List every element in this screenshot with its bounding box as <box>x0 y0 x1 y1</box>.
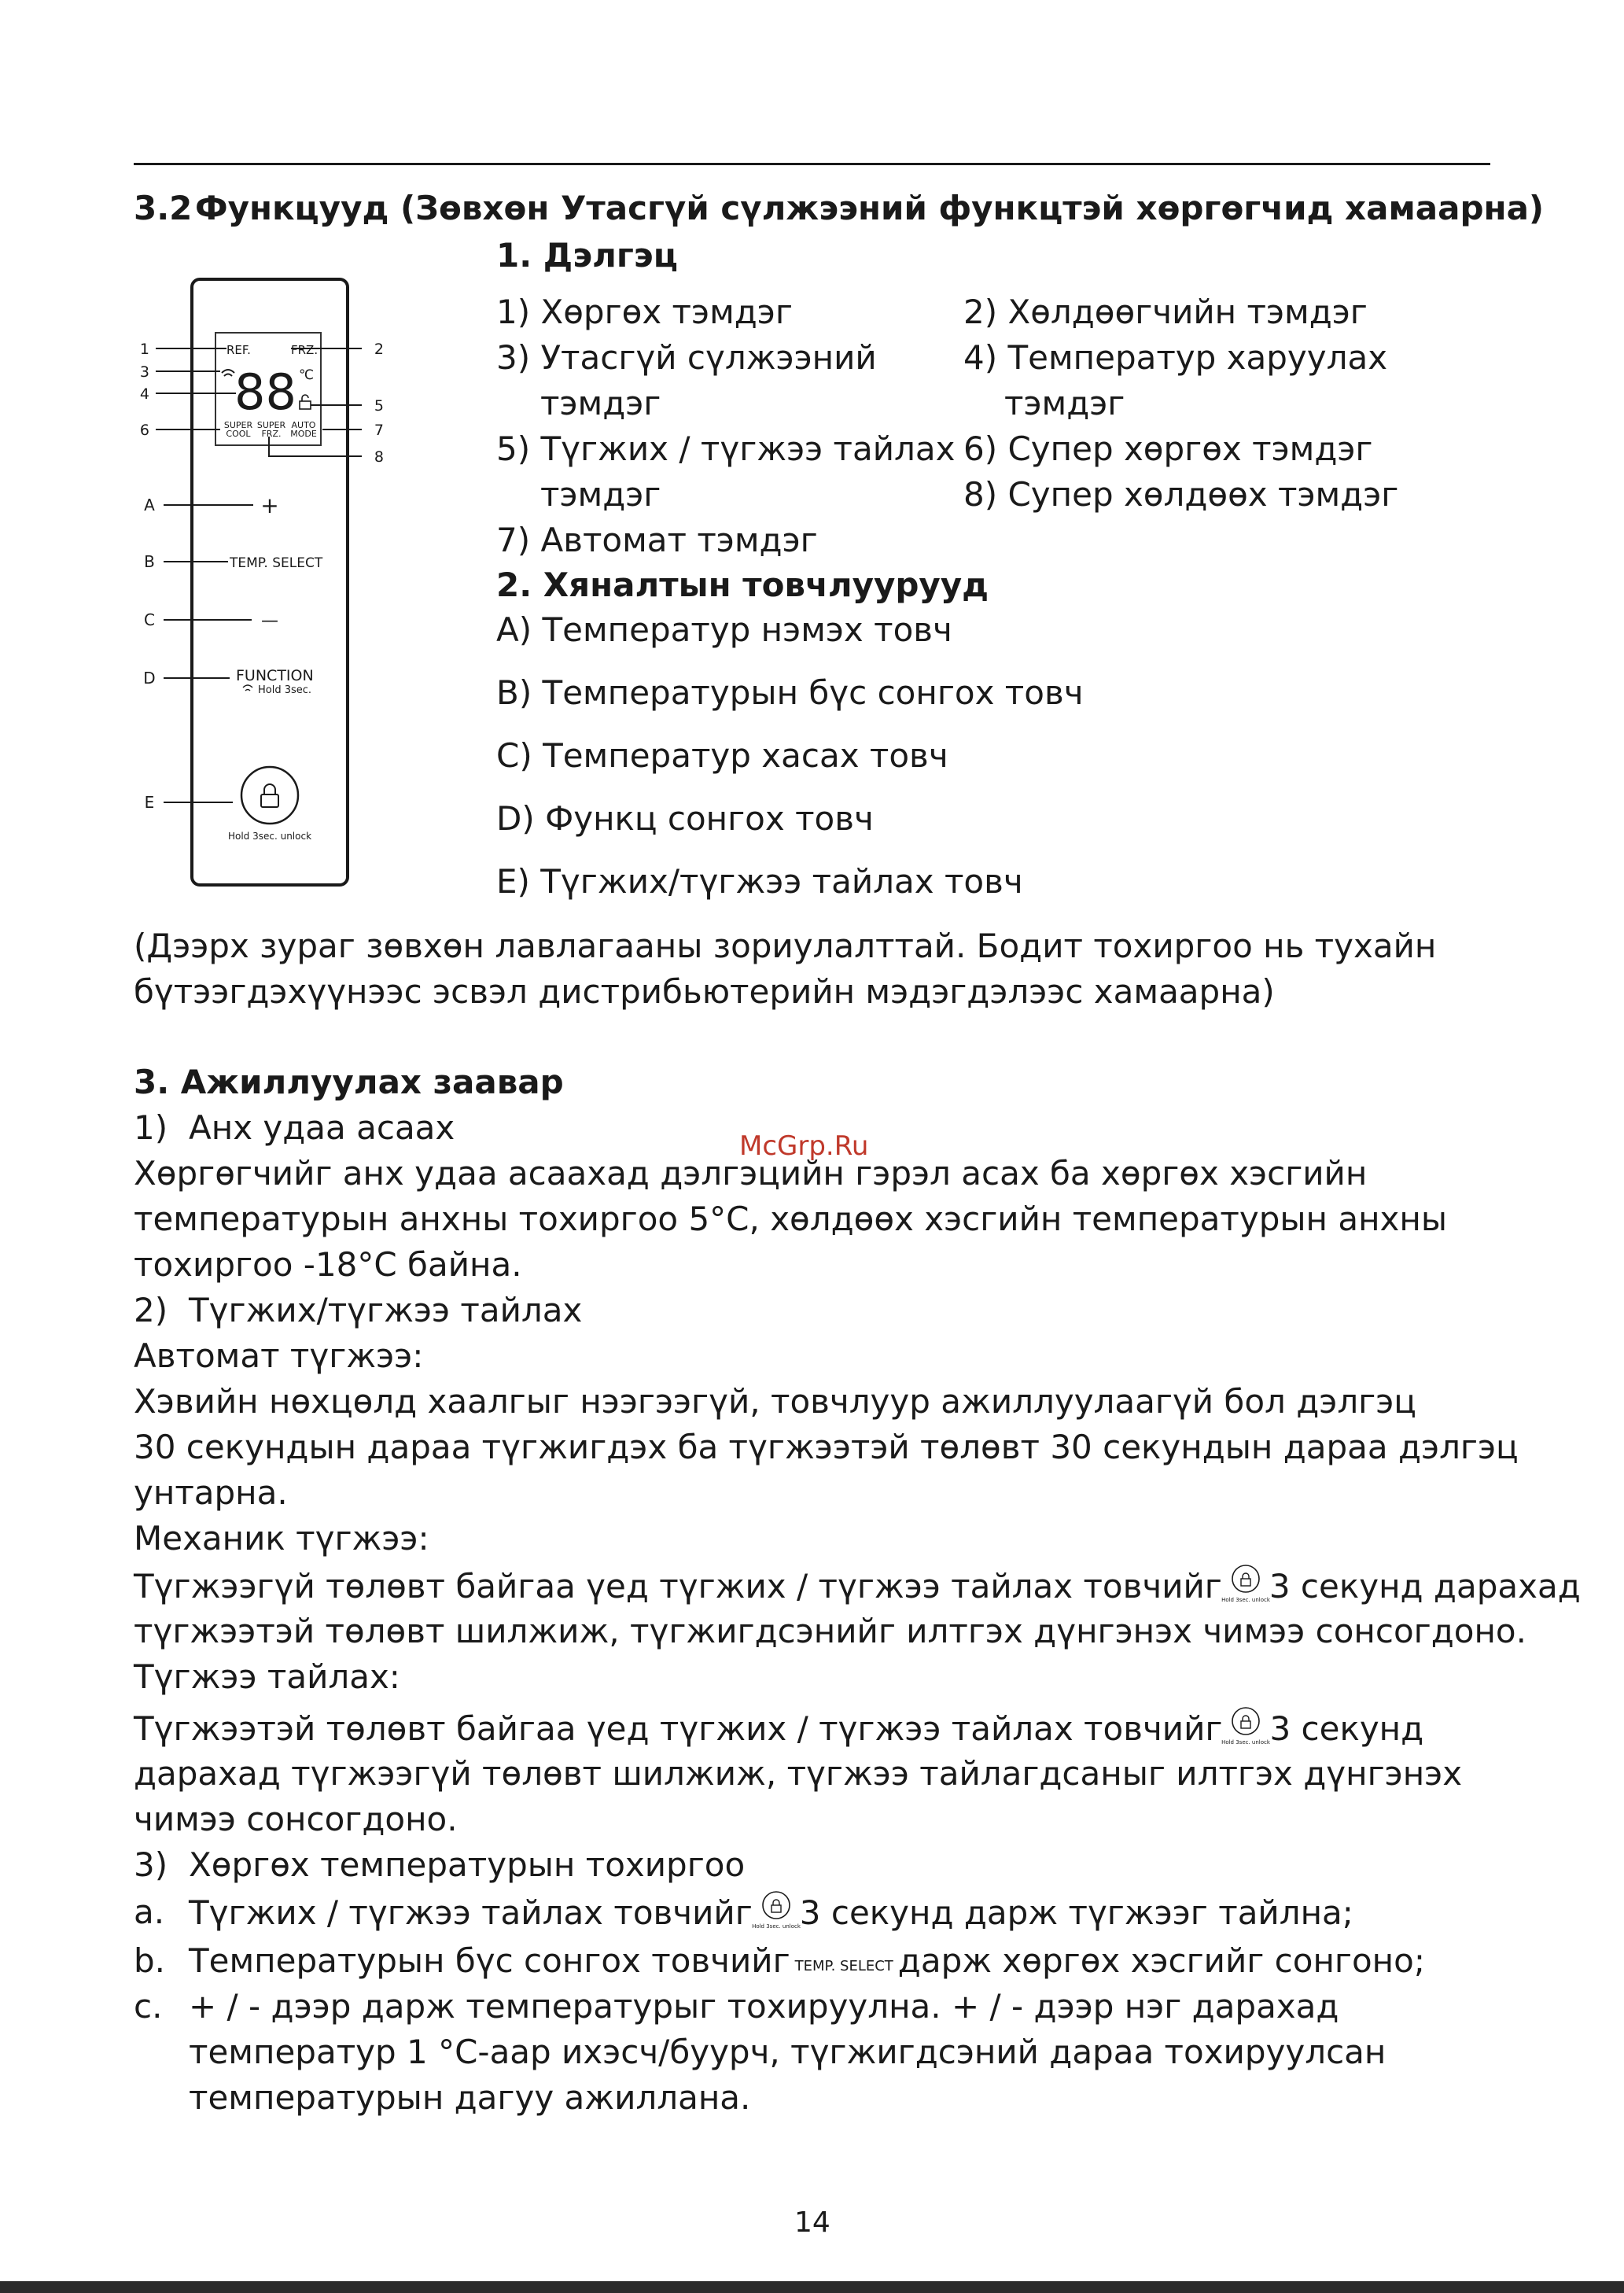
step2-index: 2) <box>134 1291 168 1329</box>
label-C: C <box>144 610 155 629</box>
label-E: E <box>144 793 155 812</box>
step1-text-line-3: тохиргоо -18°C байна. <box>134 1245 522 1284</box>
auto-lock-line-1: Хэвийн нөхцөлд хаалгыг нээгээгүй, товчлуур ажиллуулаагүй бол дэлгэц <box>134 1382 1416 1421</box>
wifi-icon <box>222 370 234 376</box>
super-frz-line1: SUPER <box>256 420 286 430</box>
lock-button-icon <box>1221 1563 1270 1604</box>
step-c-line-1: + / - дээр дарж температурыг тохируулна. + / - дээр нэг дарахад <box>189 1987 1339 2026</box>
super-cool-line2: COOL <box>226 429 251 439</box>
step-c-line-3: температурын дагуу ажиллана. <box>189 2078 751 2117</box>
label-2: 2 <box>374 341 384 358</box>
lock-symbol-icon <box>300 395 311 409</box>
frz-symbol: FRZ. <box>291 343 319 357</box>
label-B: B <box>144 552 155 571</box>
hold-3sec-text: Hold 3sec. <box>258 684 312 696</box>
lock-button-icon <box>751 1889 801 1930</box>
auto-lock-title: Автомат түгжээ: <box>134 1336 424 1375</box>
label-7: 7 <box>374 422 384 439</box>
page-number: 14 <box>794 2206 830 2239</box>
ref-symbol: REF. <box>226 343 251 357</box>
label-1: 1 <box>139 341 149 358</box>
manual-lock-line-1 <box>134 1563 1581 1609</box>
step-c-text <box>189 1984 1386 2121</box>
display-item-4-cont: тэмдэг <box>1004 384 1125 422</box>
watermark: McGrp.Ru <box>739 1130 869 1162</box>
unlock-text-a: Түгжээтэй төлөвт байгаа үед түгжих / түгжээ тайлах товчийг <box>134 1709 1223 1748</box>
unlock-text-b: 3 секунд <box>1269 1709 1424 1748</box>
display-items-left <box>496 289 956 563</box>
step-a-text-2: 3 секунд дарж түгжээг тайлна; <box>799 1893 1353 1932</box>
label-8: 8 <box>374 448 384 466</box>
control-item-C: C) Температур хасах товч <box>496 736 948 775</box>
section-title <box>134 189 1544 227</box>
label-3: 3 <box>139 363 149 381</box>
super-cool-line1: SUPER <box>223 420 253 430</box>
control-panel-diagram <box>134 275 448 897</box>
display-item-8: 8) Супер хөлдөөх тэмдэг <box>963 475 1399 514</box>
unlock-line-3: чимээ сонсогдоно. <box>134 1800 458 1838</box>
step-a-text-1: Түгжих / түгжээ тайлах товчийг <box>189 1893 753 1932</box>
display-item-7: 7) Автомат тэмдэг <box>496 521 818 559</box>
step-b-text-2: дарж хөргөх хэсгийг сонгоно; <box>897 1941 1425 1980</box>
unlock-caption: Hold 3sec. unlock <box>227 831 312 842</box>
unlock-title: Түгжээ тайлах: <box>134 1657 400 1696</box>
step-b-index: b. <box>134 1941 166 1980</box>
minus-button[interactable]: — <box>261 611 278 631</box>
control-item-A: A) Температур нэмэх товч <box>496 610 952 649</box>
top-rule <box>134 163 1490 165</box>
control-item-D: D) Функц сонгох товч <box>496 799 874 838</box>
svg-text:Hold 3sec. unlock: Hold 3sec. unlock <box>1221 1597 1270 1603</box>
section-number: 3.2 <box>134 189 193 227</box>
auto-lock-line-2: 30 секундын дараа түгжигдэх ба түгжээтэй төлөвт 30 секундын дараа дэлгэц <box>134 1428 1519 1466</box>
display-item-5: 5) Түгжих / түгжээ тайлах <box>496 429 956 468</box>
step3-index: 3) <box>134 1845 168 1884</box>
step1-title: Анх удаа асаах <box>189 1108 455 1147</box>
label-5: 5 <box>374 397 384 415</box>
step3-title: Хөргөх температурын тохиргоо <box>189 1845 746 1884</box>
step1-text-line-1: Хөргөгчийг анх удаа асаахад дэлгэцийн гэрэл асах ба хөргөх хэсгийн <box>134 1154 1368 1193</box>
step1-text-line-2: температурын анхны тохиргоо 5°C, хөлдөөх хэсгийн температурын анхны <box>134 1200 1448 1238</box>
super-frz-line2: FRZ. <box>261 429 282 439</box>
step2-row <box>134 1288 168 1333</box>
note-line-2: бүтээгдэхүүнээс эсвэл дистрибьютерийн мэдэгдэлээс хамаарна) <box>134 972 1275 1011</box>
label-D: D <box>143 669 156 688</box>
label-4: 4 <box>139 385 149 403</box>
step-c-index: c. <box>134 1987 163 2026</box>
display-items-right <box>963 289 1398 518</box>
display-heading: 1. Дэлгэц <box>496 236 678 275</box>
label-A: A <box>144 496 155 514</box>
operation-heading: 3. Ажиллуулах заавар <box>134 1063 564 1101</box>
temp-select-label: TEMP. SELECT <box>794 1958 893 1974</box>
auto-mode-line1: AUTO <box>291 420 316 430</box>
manual-lock-line-2: түгжээтэй төлөвт шилжиж, түгжигдсэнийг илтгэх дүнгэнэх чимээ сонсогдоно. <box>134 1612 1526 1650</box>
control-item-E: E) Түгжих/түгжээ тайлах товч <box>496 862 1023 901</box>
plus-button[interactable]: + <box>260 492 279 518</box>
auto-mode-line2: MODE <box>290 429 317 439</box>
unlock-line-2: дарахад түгжээгүй төлөвт шилжиж, түгжээ тайлагдсаныг илтгэх дүнгэнэх <box>134 1754 1463 1793</box>
unlock-line-1 <box>134 1705 1423 1752</box>
function-button[interactable]: FUNCTION <box>236 667 314 684</box>
section-title-text: Функцууд (Зөвхөн Утасгүй сүлжээний функцтэй хөргөгчид хамаарна) <box>195 189 1545 227</box>
wifi-small-icon <box>243 685 252 691</box>
step2-title: Түгжих/түгжээ тайлах <box>189 1291 583 1329</box>
step1-row <box>134 1105 168 1151</box>
lock-button[interactable] <box>241 767 298 824</box>
temp-select-button[interactable]: TEMP. SELECT <box>230 555 323 571</box>
auto-lock-text <box>134 1379 1519 1516</box>
step1-text <box>134 1151 1447 1288</box>
step1-index: 1) <box>134 1108 168 1147</box>
bottom-bar <box>0 2281 1624 2293</box>
display-item-6: 6) Супер хөргөх тэмдэг <box>963 429 1373 468</box>
display-item-3: 3) Утасгүй сүлжээний <box>496 338 877 377</box>
display-item-1: 1) Хөргөх тэмдэг <box>496 293 793 331</box>
step-a-index: a. <box>134 1893 165 1931</box>
reference-note <box>134 923 1436 1015</box>
display-item-2: 2) Хөлдөөгчийн тэмдэг <box>963 293 1368 331</box>
svg-text:Hold 3sec. unlock: Hold 3sec. unlock <box>751 1923 801 1930</box>
step-b-line <box>189 1938 1425 1989</box>
controls-heading: 2. Хяналтын товчлуурууд <box>496 566 989 604</box>
manual-lock-title: Механик түгжээ: <box>134 1519 429 1558</box>
label-6: 6 <box>139 422 149 439</box>
auto-lock-line-3: унтарна. <box>134 1473 288 1512</box>
display-item-5-cont: тэмдэг <box>540 475 661 514</box>
manual-lock-text-a: Түгжээгүй төлөвт байгаа үед түгжих / түгжээ тайлах товчийг <box>134 1567 1222 1605</box>
step-b-text-1: Температурын бүс сонгох товчийг <box>189 1941 790 1980</box>
step-a-line <box>189 1889 1353 1936</box>
manual-lock-text-b: 3 секунд дарахад <box>1269 1567 1581 1605</box>
temperature-digits: 88 <box>234 363 296 421</box>
display-item-4: 4) Температур харуулах <box>963 338 1388 377</box>
note-line-1: (Дээрх зураг зөвхөн лавлагааны зориулалттай. Бодит тохиргоо нь тухайн <box>134 927 1437 965</box>
svg-text:Hold 3sec. unlock: Hold 3sec. unlock <box>1221 1739 1271 1746</box>
step-c-line-2: температур 1 °C-аар ихэсч/буурч, түгжигдсэний дараа тохируулсан <box>189 2033 1386 2071</box>
lock-button-icon <box>1221 1705 1271 1746</box>
display-item-3-cont: тэмдэг <box>540 384 661 422</box>
celsius-unit: ℃ <box>299 367 315 383</box>
control-item-B: B) Температурын бүс сонгох товч <box>496 673 1084 712</box>
